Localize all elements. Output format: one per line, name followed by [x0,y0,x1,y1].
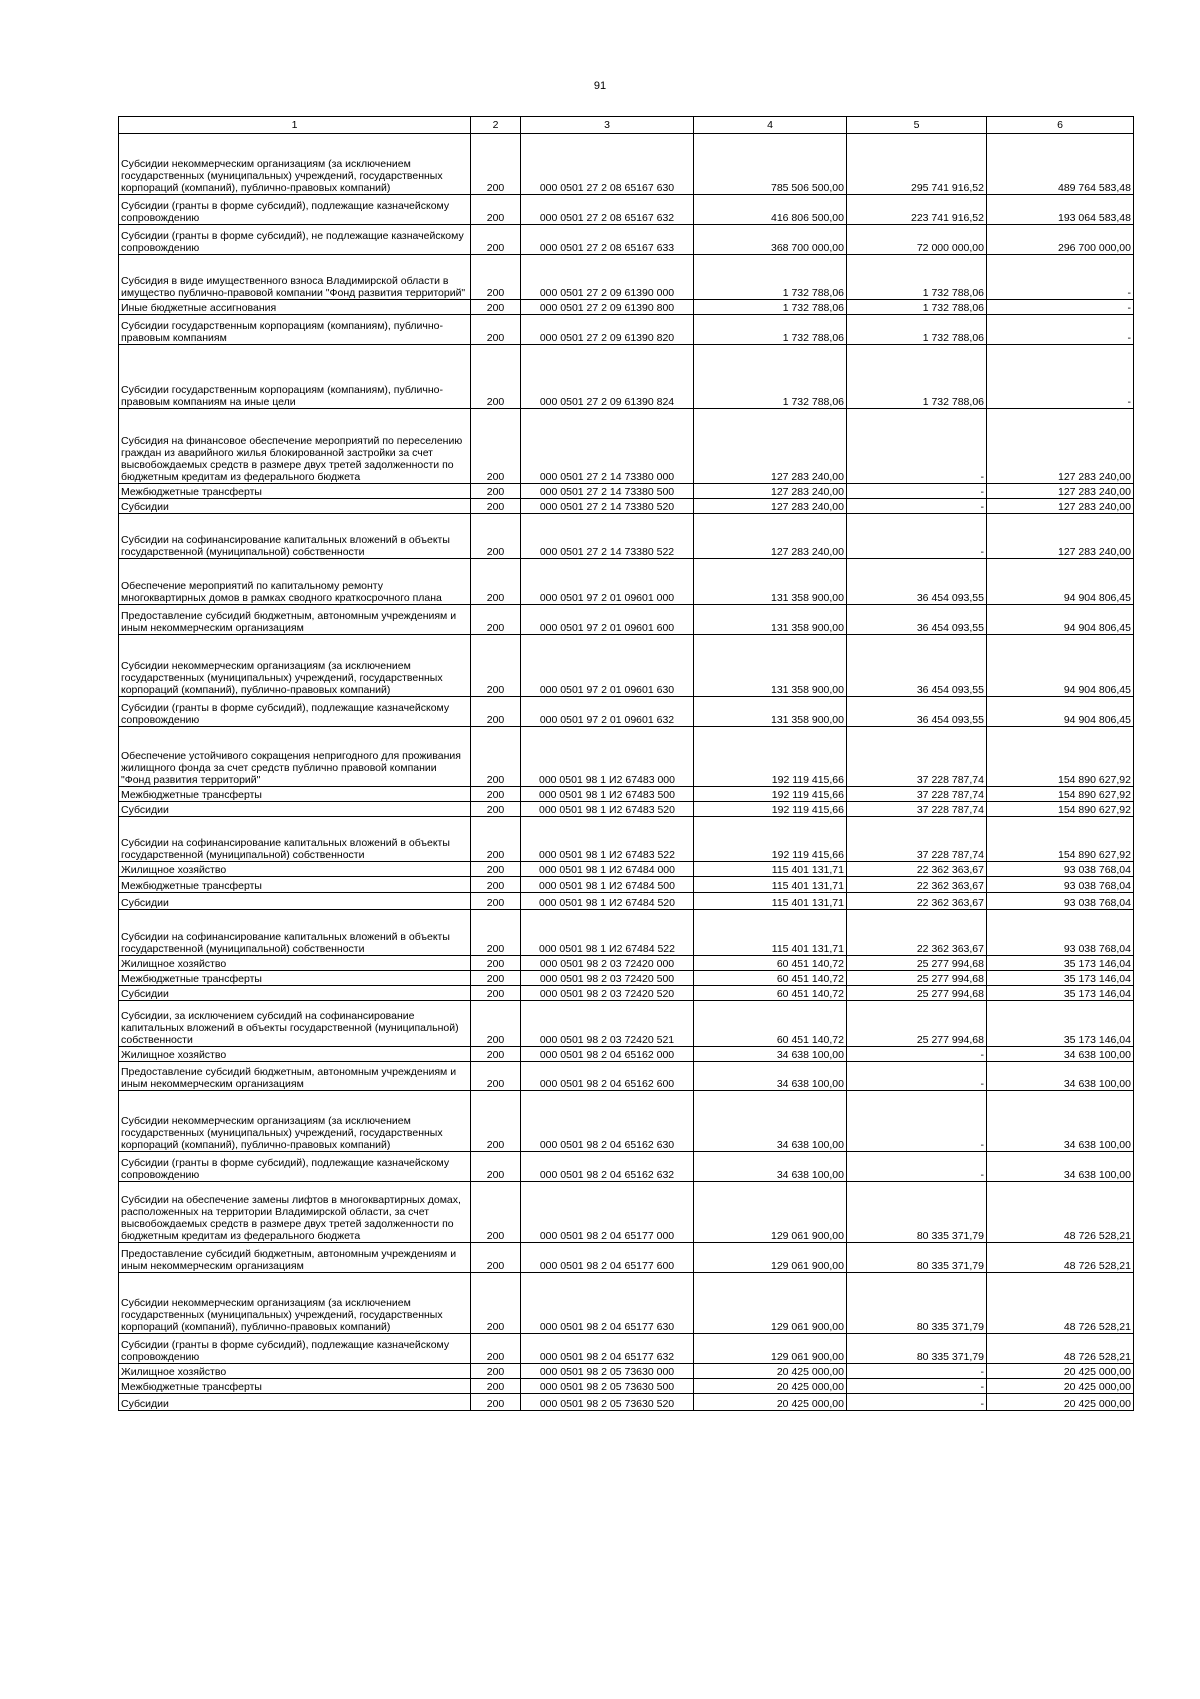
approved-amount-cell: 129 061 900,00 [694,1273,847,1334]
unexecuted-amount-cell: 20 425 000,00 [987,1364,1134,1379]
executed-amount-cell: 36 454 093,55 [847,559,987,605]
item-name-cell: Субсидии государственным корпорациям (компаниям), публично-правовым компаниям [119,315,471,345]
item-name-cell: Предоставление субсидий бюджетным, автономным учреждениям и иным некоммерческим организациям [119,1062,471,1091]
executed-amount-cell: 37 228 787,74 [847,727,987,787]
unexecuted-amount-cell: 127 283 240,00 [987,514,1134,559]
line-code-cell: 200 [471,559,521,605]
approved-amount-cell: 115 401 131,71 [694,910,847,956]
unexecuted-amount-cell: - [987,345,1134,409]
budget-classification-code-cell: 000 0501 98 2 03 72420 500 [521,971,694,986]
column-header: 3 [521,117,694,134]
table-row [119,514,1134,559]
item-name-cell: Субсидии, за исключением субсидий на софинансирование капитальных вложений в объекты государственной (муниципальной) собственности [119,1001,471,1047]
page-number: 91 [593,80,607,92]
budget-classification-code-cell: 000 0501 98 2 04 65162 632 [521,1152,694,1182]
item-name-cell: Межбюджетные трансферты [119,971,471,986]
unexecuted-amount-cell: 154 890 627,92 [987,787,1134,802]
item-name-cell: Субсидии некоммерческим организациям (за исключением государственных (муниципальных) учреждений, государственных корпораций (компаний), публично-правовых компаний) [119,1091,471,1152]
table-row [119,1334,1134,1364]
unexecuted-amount-cell: 35 173 146,04 [987,971,1134,986]
executed-amount-cell: 37 228 787,74 [847,802,987,817]
budget-classification-code-cell: 000 0501 98 2 04 65177 600 [521,1243,694,1273]
column-number-row [119,117,1134,134]
unexecuted-amount-cell: 34 638 100,00 [987,1091,1134,1152]
unexecuted-amount-cell: 94 904 806,45 [987,605,1134,635]
table-row [119,345,1134,409]
table-row [119,605,1134,635]
executed-amount-cell: 1 732 788,06 [847,345,987,409]
executed-amount-cell: 22 362 363,67 [847,910,987,956]
executed-amount-cell: - [847,499,987,514]
table-row [119,315,1134,345]
item-name-cell: Субсидии (гранты в форме субсидий), подлежащие казначейскому сопровождению [119,195,471,225]
approved-amount-cell: 20 425 000,00 [694,1364,847,1379]
budget-classification-code-cell: 000 0501 98 1 И2 67483 522 [521,817,694,862]
table-row [119,862,1134,877]
budget-classification-code-cell: 000 0501 98 2 03 72420 520 [521,986,694,1001]
item-name-cell: Жилищное хозяйство [119,956,471,971]
approved-amount-cell: 127 283 240,00 [694,409,847,484]
table-row [119,1243,1134,1273]
approved-amount-cell: 129 061 900,00 [694,1182,847,1243]
line-code-cell: 200 [471,635,521,697]
approved-amount-cell: 192 119 415,66 [694,817,847,862]
unexecuted-amount-cell: 20 425 000,00 [987,1394,1134,1411]
budget-classification-code-cell: 000 0501 98 1 И2 67484 522 [521,910,694,956]
budget-classification-code-cell: 000 0501 27 2 09 61390 824 [521,345,694,409]
executed-amount-cell: 25 277 994,68 [847,986,987,1001]
item-name-cell: Субсидия в виде имущественного взноса Владимирской области в имущество публично-правовой компании "Фонд развития территорий" [119,255,471,300]
column-header: 5 [847,117,987,134]
table-row [119,1047,1134,1062]
executed-amount-cell: 25 277 994,68 [847,956,987,971]
approved-amount-cell: 192 119 415,66 [694,787,847,802]
approved-amount-cell: 34 638 100,00 [694,1091,847,1152]
approved-amount-cell: 131 358 900,00 [694,605,847,635]
approved-amount-cell: 129 061 900,00 [694,1243,847,1273]
budget-classification-code-cell: 000 0501 27 2 08 65167 633 [521,225,694,255]
item-name-cell: Субсидии на софинансирование капитальных вложений в объекты государственной (муниципальной) собственности [119,514,471,559]
unexecuted-amount-cell: 20 425 000,00 [987,1379,1134,1394]
line-code-cell: 200 [471,1394,521,1411]
executed-amount-cell: - [847,514,987,559]
table-row [119,300,1134,315]
approved-amount-cell: 115 401 131,71 [694,862,847,877]
unexecuted-amount-cell: 93 038 768,04 [987,910,1134,956]
executed-amount-cell: - [847,1364,987,1379]
line-code-cell: 200 [471,1152,521,1182]
approved-amount-cell: 192 119 415,66 [694,727,847,787]
unexecuted-amount-cell: 35 173 146,04 [987,986,1134,1001]
approved-amount-cell: 34 638 100,00 [694,1047,847,1062]
unexecuted-amount-cell: 34 638 100,00 [987,1047,1134,1062]
unexecuted-amount-cell: 94 904 806,45 [987,559,1134,605]
executed-amount-cell: 36 454 093,55 [847,605,987,635]
line-code-cell: 200 [471,499,521,514]
approved-amount-cell: 192 119 415,66 [694,802,847,817]
budget-classification-code-cell: 000 0501 98 1 И2 67484 520 [521,893,694,910]
executed-amount-cell: 1 732 788,06 [847,315,987,345]
line-code-cell: 200 [471,1243,521,1273]
line-code-cell: 200 [471,787,521,802]
item-name-cell: Субсидии [119,499,471,514]
table-row [119,877,1134,893]
approved-amount-cell: 20 425 000,00 [694,1394,847,1411]
budget-classification-code-cell: 000 0501 27 2 09 61390 820 [521,315,694,345]
budget-execution-table [118,116,1134,1411]
approved-amount-cell: 785 506 500,00 [694,134,847,195]
table-row [119,1091,1134,1152]
budget-classification-code-cell: 000 0501 97 2 01 09601 600 [521,605,694,635]
executed-amount-cell: - [847,484,987,499]
line-code-cell: 200 [471,971,521,986]
item-name-cell: Межбюджетные трансферты [119,787,471,802]
item-name-cell: Субсидии некоммерческим организациям (за исключением государственных (муниципальных) учреждений, государственных корпораций (компаний), публично-правовых компаний) [119,635,471,697]
line-code-cell: 200 [471,877,521,893]
approved-amount-cell: 127 283 240,00 [694,484,847,499]
executed-amount-cell: - [847,1394,987,1411]
table-row [119,225,1134,255]
table-row [119,971,1134,986]
table-row [119,1364,1134,1379]
approved-amount-cell: 115 401 131,71 [694,877,847,893]
item-name-cell: Субсидии некоммерческим организациям (за исключением государственных (муниципальных) учреждений, государственных корпораций (компаний), публично-правовых компаний) [119,1273,471,1334]
unexecuted-amount-cell: 154 890 627,92 [987,802,1134,817]
budget-classification-code-cell: 000 0501 27 2 09 61390 800 [521,300,694,315]
executed-amount-cell: 36 454 093,55 [847,635,987,697]
line-code-cell: 200 [471,255,521,300]
item-name-cell: Обеспечение мероприятий по капитальному ремонту многоквартирных домов в рамках сводного краткосрочного плана [119,559,471,605]
table-row [119,1062,1134,1091]
line-code-cell: 200 [471,1001,521,1047]
column-header: 2 [471,117,521,134]
executed-amount-cell: - [847,1152,987,1182]
executed-amount-cell: - [847,1047,987,1062]
line-code-cell: 200 [471,134,521,195]
budget-classification-code-cell: 000 0501 98 2 05 73630 000 [521,1364,694,1379]
line-code-cell: 200 [471,817,521,862]
unexecuted-amount-cell: 94 904 806,45 [987,635,1134,697]
unexecuted-amount-cell: - [987,300,1134,315]
table-row [119,484,1134,499]
item-name-cell: Субсидии (гранты в форме субсидий), подлежащие казначейскому сопровождению [119,1152,471,1182]
item-name-cell: Жилищное хозяйство [119,1364,471,1379]
executed-amount-cell: 80 335 371,79 [847,1273,987,1334]
unexecuted-amount-cell: 93 038 768,04 [987,893,1134,910]
budget-classification-code-cell: 000 0501 98 2 04 65162 000 [521,1047,694,1062]
unexecuted-amount-cell: 93 038 768,04 [987,877,1134,893]
budget-classification-code-cell: 000 0501 27 2 14 73380 520 [521,499,694,514]
unexecuted-amount-cell: 48 726 528,21 [987,1182,1134,1243]
executed-amount-cell: 295 741 916,52 [847,134,987,195]
approved-amount-cell: 1 732 788,06 [694,300,847,315]
item-name-cell: Предоставление субсидий бюджетным, автономным учреждениям и иным некоммерческим организациям [119,1243,471,1273]
item-name-cell: Субсидии [119,986,471,1001]
approved-amount-cell: 1 732 788,06 [694,345,847,409]
unexecuted-amount-cell: 127 283 240,00 [987,499,1134,514]
budget-classification-code-cell: 000 0501 98 2 03 72420 000 [521,956,694,971]
approved-amount-cell: 34 638 100,00 [694,1152,847,1182]
item-name-cell: Субсидии на обеспечение замены лифтов в многоквартирных домах, расположенных на территории Владимирской области, за счет высвобождаемых средств в размере двух третей задолженности по бюджетным кредитам из федерального бюджета [119,1182,471,1243]
executed-amount-cell: - [847,1379,987,1394]
line-code-cell: 200 [471,484,521,499]
approved-amount-cell: 60 451 140,72 [694,971,847,986]
approved-amount-cell: 20 425 000,00 [694,1379,847,1394]
table-row [119,559,1134,605]
line-code-cell: 200 [471,1062,521,1091]
item-name-cell: Субсидии государственным корпорациям (компаниям), публично-правовым компаниям на иные цели [119,345,471,409]
item-name-cell: Предоставление субсидий бюджетным, автономным учреждениям и иным некоммерческим организациям [119,605,471,635]
budget-classification-code-cell: 000 0501 98 2 05 73630 520 [521,1394,694,1411]
unexecuted-amount-cell: 154 890 627,92 [987,817,1134,862]
table-row [119,787,1134,802]
item-name-cell: Субсидии [119,802,471,817]
budget-classification-code-cell: 000 0501 98 1 И2 67483 500 [521,787,694,802]
line-code-cell: 200 [471,315,521,345]
executed-amount-cell: 223 741 916,52 [847,195,987,225]
line-code-cell: 200 [471,1334,521,1364]
budget-classification-code-cell: 000 0501 98 2 04 65162 630 [521,1091,694,1152]
table-row [119,817,1134,862]
line-code-cell: 200 [471,514,521,559]
executed-amount-cell: - [847,409,987,484]
line-code-cell: 200 [471,727,521,787]
budget-classification-code-cell: 000 0501 27 2 08 65167 632 [521,195,694,225]
unexecuted-amount-cell: 48 726 528,21 [987,1334,1134,1364]
table-row [119,195,1134,225]
budget-classification-code-cell: 000 0501 27 2 09 61390 000 [521,255,694,300]
unexecuted-amount-cell: 127 283 240,00 [987,484,1134,499]
table-row [119,1379,1134,1394]
unexecuted-amount-cell: - [987,255,1134,300]
item-name-cell: Субсидии на софинансирование капитальных вложений в объекты государственной (муниципальной) собственности [119,910,471,956]
line-code-cell: 200 [471,862,521,877]
line-code-cell: 200 [471,225,521,255]
item-name-cell: Обеспечение устойчивого сокращения непригодного для проживания жилищного фонда за счет средств публично правовой компании "Фонд развития территорий" [119,727,471,787]
item-name-cell: Жилищное хозяйство [119,862,471,877]
approved-amount-cell: 60 451 140,72 [694,986,847,1001]
table-row [119,134,1134,195]
column-header: 6 [987,117,1134,134]
line-code-cell: 200 [471,1273,521,1334]
budget-classification-code-cell: 000 0501 27 2 14 73380 000 [521,409,694,484]
budget-classification-code-cell: 000 0501 97 2 01 09601 632 [521,697,694,727]
unexecuted-amount-cell: 35 173 146,04 [987,1001,1134,1047]
line-code-cell: 200 [471,1379,521,1394]
item-name-cell: Межбюджетные трансферты [119,1379,471,1394]
budget-classification-code-cell: 000 0501 97 2 01 09601 630 [521,635,694,697]
line-code-cell: 200 [471,345,521,409]
executed-amount-cell: 25 277 994,68 [847,1001,987,1047]
approved-amount-cell: 115 401 131,71 [694,893,847,910]
executed-amount-cell: 22 362 363,67 [847,893,987,910]
budget-classification-code-cell: 000 0501 98 2 03 72420 521 [521,1001,694,1047]
approved-amount-cell: 129 061 900,00 [694,1334,847,1364]
approved-amount-cell: 60 451 140,72 [694,1001,847,1047]
unexecuted-amount-cell: 34 638 100,00 [987,1152,1134,1182]
executed-amount-cell: - [847,1091,987,1152]
line-code-cell: 200 [471,605,521,635]
budget-classification-code-cell: 000 0501 27 2 14 73380 500 [521,484,694,499]
approved-amount-cell: 131 358 900,00 [694,559,847,605]
unexecuted-amount-cell: 489 764 583,48 [987,134,1134,195]
table-row [119,1152,1134,1182]
budget-classification-code-cell: 000 0501 98 2 04 65177 000 [521,1182,694,1243]
item-name-cell: Субсидии на софинансирование капитальных вложений в объекты государственной (муниципальной) собственности [119,817,471,862]
budget-classification-code-cell: 000 0501 98 1 И2 67484 500 [521,877,694,893]
approved-amount-cell: 60 451 140,72 [694,956,847,971]
item-name-cell: Межбюджетные трансферты [119,877,471,893]
executed-amount-cell: 37 228 787,74 [847,787,987,802]
table-row [119,635,1134,697]
unexecuted-amount-cell: 127 283 240,00 [987,409,1134,484]
approved-amount-cell: 1 732 788,06 [694,315,847,345]
executed-amount-cell: 25 277 994,68 [847,971,987,986]
budget-classification-code-cell: 000 0501 98 1 И2 67483 520 [521,802,694,817]
unexecuted-amount-cell: 48 726 528,21 [987,1243,1134,1273]
executed-amount-cell: 80 335 371,79 [847,1182,987,1243]
unexecuted-amount-cell: 94 904 806,45 [987,697,1134,727]
budget-classification-code-cell: 000 0501 98 1 И2 67483 000 [521,727,694,787]
approved-amount-cell: 34 638 100,00 [694,1062,847,1091]
executed-amount-cell: 72 000 000,00 [847,225,987,255]
table-row [119,499,1134,514]
table-row [119,986,1134,1001]
unexecuted-amount-cell: 34 638 100,00 [987,1062,1134,1091]
line-code-cell: 200 [471,1182,521,1243]
column-header: 1 [119,117,471,134]
executed-amount-cell: 80 335 371,79 [847,1243,987,1273]
table-row [119,1182,1134,1243]
executed-amount-cell: 80 335 371,79 [847,1334,987,1364]
executed-amount-cell: 1 732 788,06 [847,255,987,300]
executed-amount-cell: 22 362 363,67 [847,862,987,877]
budget-classification-code-cell: 000 0501 98 2 04 65177 632 [521,1334,694,1364]
line-code-cell: 200 [471,1091,521,1152]
table-row [119,910,1134,956]
budget-classification-code-cell: 000 0501 97 2 01 09601 000 [521,559,694,605]
approved-amount-cell: 131 358 900,00 [694,635,847,697]
line-code-cell: 200 [471,1364,521,1379]
approved-amount-cell: 368 700 000,00 [694,225,847,255]
item-name-cell: Субсидии (гранты в форме субсидий), подлежащие казначейскому сопровождению [119,697,471,727]
item-name-cell: Субсидии (гранты в форме субсидий), не подлежащие казначейскому сопровождению [119,225,471,255]
line-code-cell: 200 [471,802,521,817]
approved-amount-cell: 1 732 788,06 [694,255,847,300]
table-row [119,1001,1134,1047]
unexecuted-amount-cell: 193 064 583,48 [987,195,1134,225]
unexecuted-amount-cell: 48 726 528,21 [987,1273,1134,1334]
table-row [119,409,1134,484]
approved-amount-cell: 131 358 900,00 [694,697,847,727]
unexecuted-amount-cell: 35 173 146,04 [987,956,1134,971]
table-row [119,893,1134,910]
executed-amount-cell: - [847,1062,987,1091]
line-code-cell: 200 [471,956,521,971]
line-code-cell: 200 [471,1047,521,1062]
table-row [119,1273,1134,1334]
budget-classification-code-cell: 000 0501 98 2 04 65177 630 [521,1273,694,1334]
table-row [119,1394,1134,1411]
table-row [119,956,1134,971]
budget-classification-code-cell: 000 0501 98 1 И2 67484 000 [521,862,694,877]
line-code-cell: 200 [471,697,521,727]
item-name-cell: Субсидии (гранты в форме субсидий), подлежащие казначейскому сопровождению [119,1334,471,1364]
line-code-cell: 200 [471,409,521,484]
line-code-cell: 200 [471,893,521,910]
item-name-cell: Субсидии [119,1394,471,1411]
line-code-cell: 200 [471,986,521,1001]
executed-amount-cell: 22 362 363,67 [847,877,987,893]
budget-classification-code-cell: 000 0501 98 2 04 65162 600 [521,1062,694,1091]
budget-classification-code-cell: 000 0501 27 2 14 73380 522 [521,514,694,559]
executed-amount-cell: 36 454 093,55 [847,697,987,727]
budget-classification-code-cell: 000 0501 98 2 05 73630 500 [521,1379,694,1394]
budget-classification-code-cell: 000 0501 27 2 08 65167 630 [521,134,694,195]
item-name-cell: Субсидии некоммерческим организациям (за исключением государственных (муниципальных) учреждений, государственных корпораций (компаний), публично-правовых компаний) [119,134,471,195]
item-name-cell: Жилищное хозяйство [119,1047,471,1062]
unexecuted-amount-cell: 93 038 768,04 [987,862,1134,877]
table-row [119,255,1134,300]
item-name-cell: Субсидии [119,893,471,910]
executed-amount-cell: 37 228 787,74 [847,817,987,862]
line-code-cell: 200 [471,910,521,956]
column-header: 4 [694,117,847,134]
table-row [119,697,1134,727]
unexecuted-amount-cell: 296 700 000,00 [987,225,1134,255]
approved-amount-cell: 127 283 240,00 [694,499,847,514]
approved-amount-cell: 416 806 500,00 [694,195,847,225]
table-row [119,802,1134,817]
line-code-cell: 200 [471,195,521,225]
unexecuted-amount-cell: - [987,315,1134,345]
executed-amount-cell: 1 732 788,06 [847,300,987,315]
line-code-cell: 200 [471,300,521,315]
item-name-cell: Субсидия на финансовое обеспечение мероприятий по переселению граждан из аварийного жилья блокированной застройки за счет высвобождаемых средств в размере двух третей задолженности по бюджетным кредитам из федерального бюджета [119,409,471,484]
item-name-cell: Межбюджетные трансферты [119,484,471,499]
table-row [119,727,1134,787]
unexecuted-amount-cell: 154 890 627,92 [987,727,1134,787]
item-name-cell: Иные бюджетные ассигнования [119,300,471,315]
approved-amount-cell: 127 283 240,00 [694,514,847,559]
